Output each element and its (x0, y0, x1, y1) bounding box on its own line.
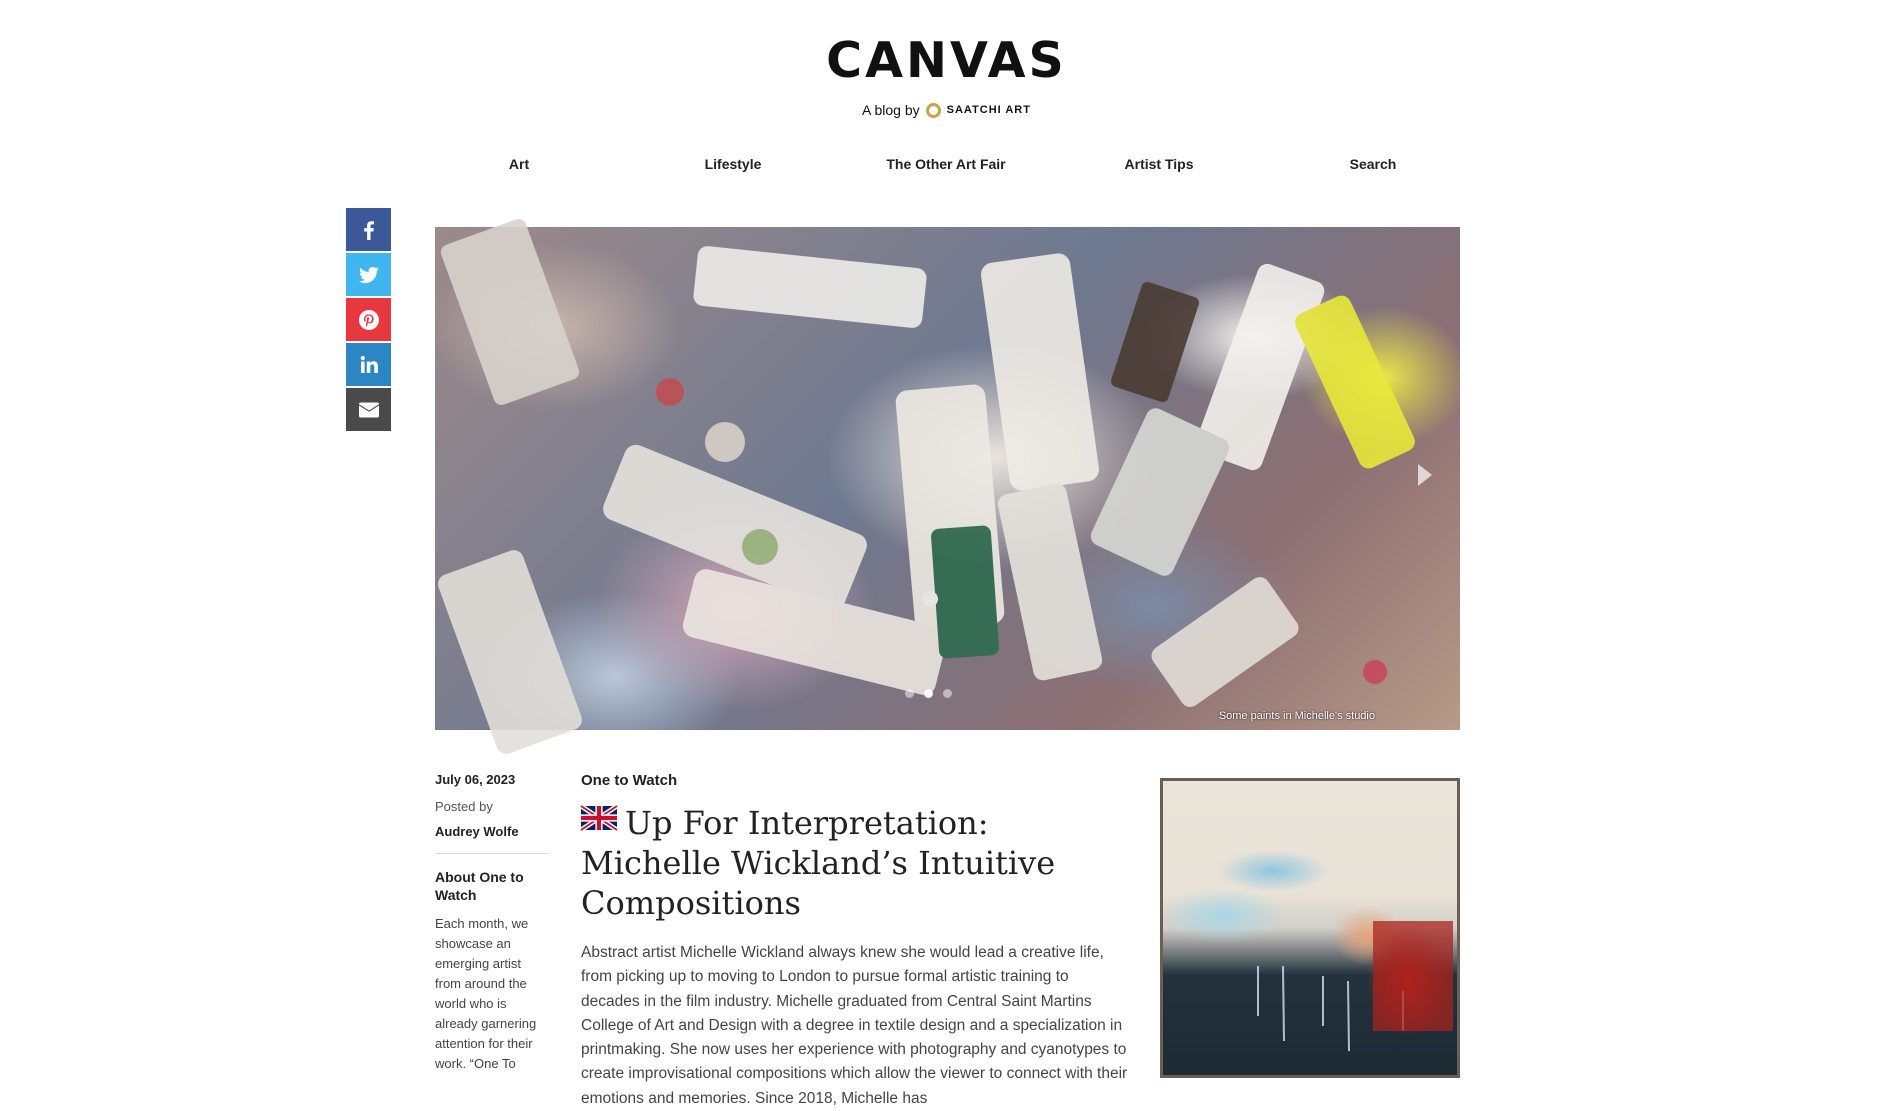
article (581, 772, 1131, 1111)
facebook-icon (357, 218, 381, 242)
nav-item-the-other-art-fair[interactable]: The Other Art Fair (886, 156, 1006, 172)
nav-item-artist-tips[interactable]: Artist Tips (1124, 156, 1194, 172)
hero-caption: Some paints in Michelle's studio (1218, 710, 1375, 722)
article-category-link[interactable]: One to Watch (581, 772, 678, 789)
about-series-text: Each month, we showcase an emerging artist from around the world who is already garnering attention for their work. “One To (435, 916, 537, 1071)
carousel-dot[interactable] (905, 689, 914, 698)
linkedin-share-button[interactable] (346, 343, 391, 386)
linkedin-icon (357, 353, 381, 377)
nav-item-search[interactable]: Search (1349, 156, 1397, 172)
email-share-button[interactable] (346, 388, 391, 431)
artwork-thumbnail[interactable] (1160, 778, 1460, 1078)
author-link[interactable]: Audrey Wolfe (435, 824, 519, 839)
about-series-title: About One to Watch (435, 869, 524, 903)
main-nav (0, 156, 1893, 178)
hero-image[interactable] (435, 227, 1460, 730)
saatchi-art-link[interactable]: SAATCHI ART (946, 104, 1031, 116)
twitter-share-button[interactable] (346, 253, 391, 296)
meta-divider (435, 853, 550, 854)
carousel-dot-active[interactable] (924, 689, 933, 698)
tagline-prefix: A blog by (862, 102, 920, 118)
article-body: Abstract artist Michelle Wickland always knew she would lead a creative life, from picking up to moving to London to pursue formal artistic training to decades in the film industry. Michelle graduated from Central Saint Martins College of Art and Design with a degree in textile design and a specialization in printmaking. She now uses her experience with photography and cyanotypes to create improvisational compositions which allow the viewer to connect with their emotions and memories. Since 2018, Michelle has (581, 944, 1128, 1107)
site-tagline (0, 102, 1893, 118)
posted-by-label: Posted by (435, 799, 493, 814)
site-logo[interactable]: CANVAS (826, 32, 1067, 89)
carousel-dot[interactable] (943, 689, 952, 698)
carousel-dots (905, 689, 952, 698)
social-share-bar (346, 208, 391, 433)
abstract-painting-illustration (1163, 781, 1463, 1081)
email-icon (357, 398, 381, 422)
article-title-block (581, 803, 1131, 923)
pinterest-share-button[interactable] (346, 298, 391, 341)
facebook-share-button[interactable] (346, 208, 391, 251)
saatchi-ring-icon (926, 103, 941, 118)
carousel-next-arrow-icon[interactable] (1418, 464, 1432, 486)
article-title: Up For Interpretation: Michelle Wickland’s Intuitive Compositions (581, 804, 1056, 922)
uk-flag-icon (581, 806, 617, 830)
twitter-icon (357, 263, 381, 287)
pinterest-icon (357, 308, 381, 332)
post-date: July 06, 2023 (435, 772, 516, 787)
paint-tubes-illustration (435, 227, 1460, 730)
site-header (0, 32, 1893, 118)
nav-item-lifestyle[interactable]: Lifestyle (704, 156, 762, 172)
post-meta (435, 772, 550, 1074)
nav-item-art[interactable]: Art (508, 156, 530, 172)
